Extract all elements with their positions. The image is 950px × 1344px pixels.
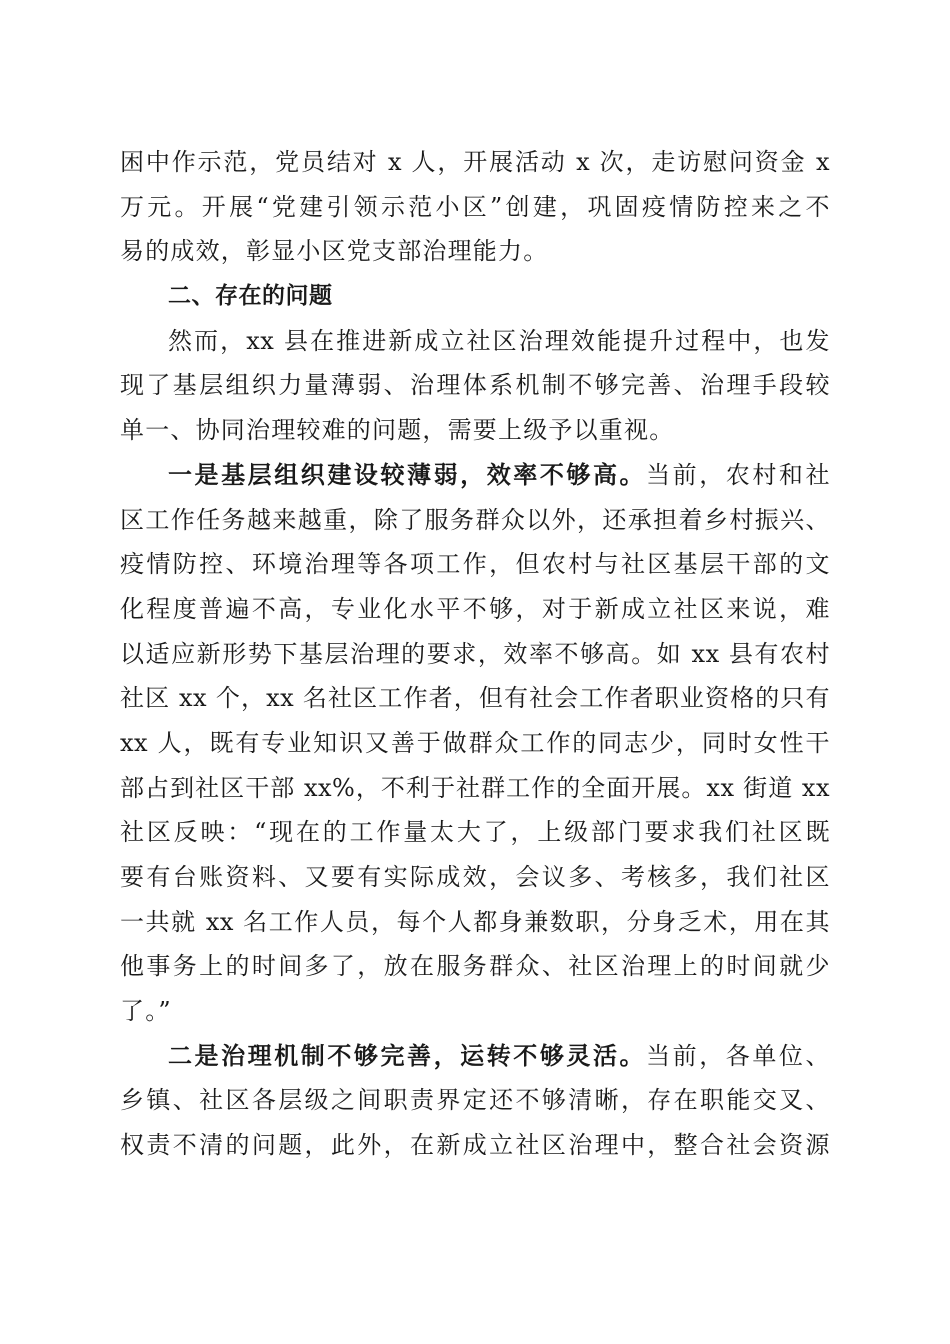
text-line: 他事务上的时间多了，放在服务群众、社区治理上的时间就少 bbox=[120, 952, 830, 981]
text-line: 权责不清的问题，此外，在新成立社区治理中，整合社会资源 bbox=[120, 1131, 830, 1160]
text-line: 现了基层组织力量薄弱、治理体系机制不够完善、治理手段较 bbox=[120, 371, 830, 400]
text-line: 易的成效，彰显小区党支部治理能力。 bbox=[120, 237, 549, 266]
paragraph-lead: 二是治理机制不够完善，运转不够灵活。 bbox=[168, 1040, 647, 1070]
text-line: 部占到社区干部 xx%，不利于社群工作的全面开展。xx 街道 xx bbox=[120, 773, 830, 802]
text-line: 一共就 xx 名工作人员，每个人都身兼数职，分身乏术，用在其 bbox=[120, 907, 830, 936]
text-line: 乡镇、社区各层级之间职责界定还不够清晰，存在职能交叉、 bbox=[120, 1086, 830, 1115]
text-line: xx 人，既有专业知识又善于做群众工作的同志少，同时女性干 bbox=[120, 728, 830, 757]
text-line-first bbox=[120, 1034, 830, 1079]
paragraph-3 bbox=[120, 453, 830, 1034]
paragraph-lead: 一是基层组织建设较薄弱，效率不够高。 bbox=[168, 459, 647, 489]
text-run: 当前，农村和社 bbox=[646, 460, 830, 489]
text-line: 然而，xx 县在推进新成立社区治理效能提升过程中，也发 bbox=[168, 326, 830, 355]
text-line: 社区反映：“现在的工作量太大了，上级部门要求我们社区既 bbox=[120, 818, 830, 847]
paragraph-1 bbox=[120, 140, 830, 274]
text-line: 疫情防控、环境治理等各项工作，但农村与社区基层干部的文 bbox=[120, 550, 830, 579]
text-line: 困中作示范，党员结对 x 人，开展活动 x 次，走访慰问资金 x bbox=[120, 148, 830, 176]
text-line: 以适应新形势下基层治理的要求，效率不够高。如 xx 县有农村 bbox=[120, 639, 830, 668]
text-line: 化程度普遍不高，专业化水平不够，对于新成立社区来说，难 bbox=[120, 594, 830, 623]
text-line: 万元。开展“党建引领示范小区”创建，巩固疫情防控来之不 bbox=[120, 192, 830, 221]
text-line: 社区 xx 个，xx 名社区工作者，但有社会工作者职业资格的只有 bbox=[120, 684, 830, 713]
text-line: 区工作任务越来越重，除了服务群众以外，还承担着乡村振兴、 bbox=[120, 505, 830, 534]
text-line: 单一、协同治理较难的问题，需要上级予以重视。 bbox=[120, 416, 675, 445]
text-run: 当前，各单位、 bbox=[646, 1041, 830, 1070]
document-page bbox=[120, 140, 830, 1168]
text-line-first bbox=[120, 453, 830, 498]
paragraph-2 bbox=[120, 319, 830, 453]
paragraph-4 bbox=[120, 1034, 830, 1168]
text-line: 要有台账资料、又要有实际成效，会议多、考核多，我们社区 bbox=[120, 863, 830, 891]
text-line: 了。” bbox=[120, 997, 172, 1026]
section-heading: 二、存在的问题 bbox=[168, 283, 333, 310]
